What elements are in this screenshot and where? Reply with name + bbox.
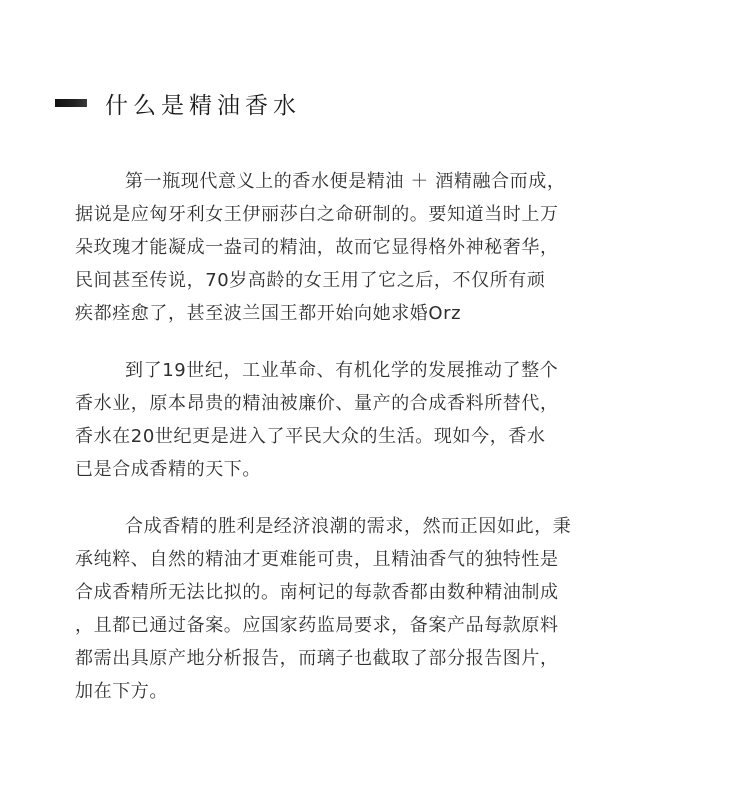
heading-bar-icon [55,99,87,107]
paragraph-line: 朵玫瑰才能凝成一盎司的精油，故而它显得格外神秘奢华， [75,237,559,258]
paragraph-line: 民间甚至传说，70岁高龄的女王用了它之后，不仅所有顽 [75,270,546,291]
paragraph-line: 香水业，原本昂贵的精油被廉价、量产的合成香料所替代， [75,393,559,414]
paragraph-line: 都需出具原产地分析报告，而璃子也截取了部分报告图片， [75,648,559,669]
paragraph-line: 到了19世纪，工业革命、有机化学的发展推动了整个 [125,360,559,381]
paragraph-line: ，且都已通过备案。应国家药监局要求，备案产品每款原料 [75,615,559,636]
article-body [75,165,690,732]
paragraph-line: 据说是应匈牙利女王伊丽莎白之命研制的。要知道当时上万 [75,204,559,225]
paragraph-3 [75,510,690,708]
paragraph-2 [75,354,690,486]
paragraph-line: 加在下方。 [75,681,168,702]
paragraph-line: 第一瓶现代意义上的香水便是精油 ＋ 酒精融合而成， [125,171,566,192]
paragraph-line: 香水在20世纪更是进入了平民大众的生活。现如今，香水 [75,426,546,447]
section-title: 什么是精油香水 [105,92,301,119]
paragraph-line: 已是合成香精的天下。 [75,459,261,480]
paragraph-line: 承纯粹、自然的精油才更难能可贵，且精油香气的独特性是 [75,549,559,570]
paragraph-line: 合成香精的胜利是经济浪潮的需求，然而正因如此，秉 [125,516,572,537]
paragraph-1 [75,165,690,330]
paragraph-line: 疾都痊愈了，甚至波兰国王都开始向她求婚Orz [75,303,462,324]
section-heading [55,86,301,120]
paragraph-line: 合成香精所无法比拟的。南柯记的每款香都由数种精油制成 [75,582,559,603]
